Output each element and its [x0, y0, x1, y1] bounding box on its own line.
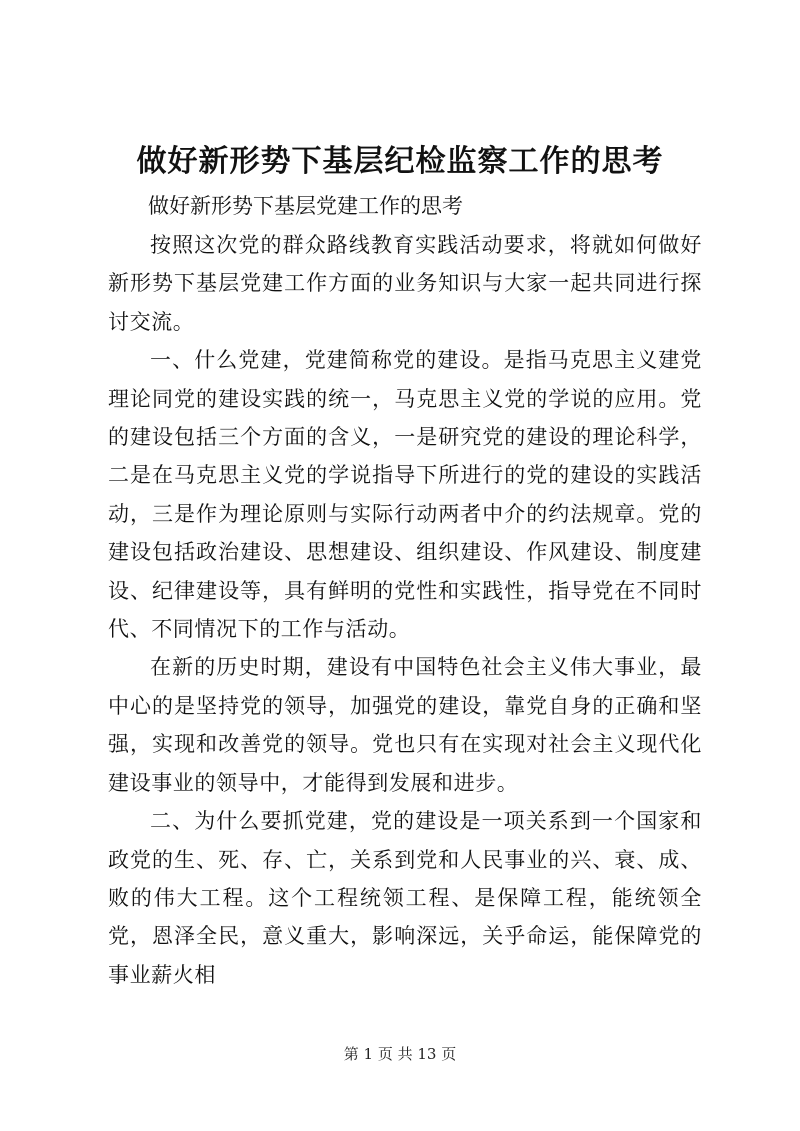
document-body [108, 226, 702, 994]
paragraph: 按照这次党的群众路线教育实践活动要求，将就如何做好新形势下基层党建工作方面的业务知识与大家一起共同进行探讨交流。 [108, 233, 702, 334]
paragraph: 一、什么党建，党建简称党的建设。是指马克思主义建党理论同党的建设实践的统一，马克思主义党的学说的应用。党的建设包括三个方面的含义，一是研究党的建设的理论科学，二是在马克思主义党的学说指导下所进行的党的建设的实践活动，三是作为理论原则与实际行动两者中介的约法规章。党的建设包括政治建设、思想建设、组织建设、作风建设、制度建设、纪律建设等，具有鲜明的党性和实践性，指导党在不同时代、不同情况下的工作与活动。 [108, 348, 702, 642]
paragraph: 在新的历史时期，建设有中国特色社会主义伟大事业，最中心的是坚持党的领导，加强党的建设，靠党自身的正确和坚强，实现和改善党的领导。党也只有在实现对社会主义现代化建设事业的领导中，才能得到发展和进步。 [108, 655, 702, 795]
document-subtitle: 做好新形势下基层党建工作的思考 [148, 194, 463, 218]
paragraph: 二、为什么要抓党建，党的建设是一项关系到一个国家和政党的生、死、存、亡，关系到党和人民事业的兴、衰、成、败的伟大工程。这个工程统领工程、是保障工程，能统领全党，恩泽全民，意义重大，影响深远，关乎命运，能保障党的事业薪火相 [108, 809, 702, 987]
page-number-footer: 第 1 页 共 13 页 [343, 1045, 457, 1063]
document-title: 做好新形势下基层纪检监察工作的思考 [136, 144, 664, 179]
